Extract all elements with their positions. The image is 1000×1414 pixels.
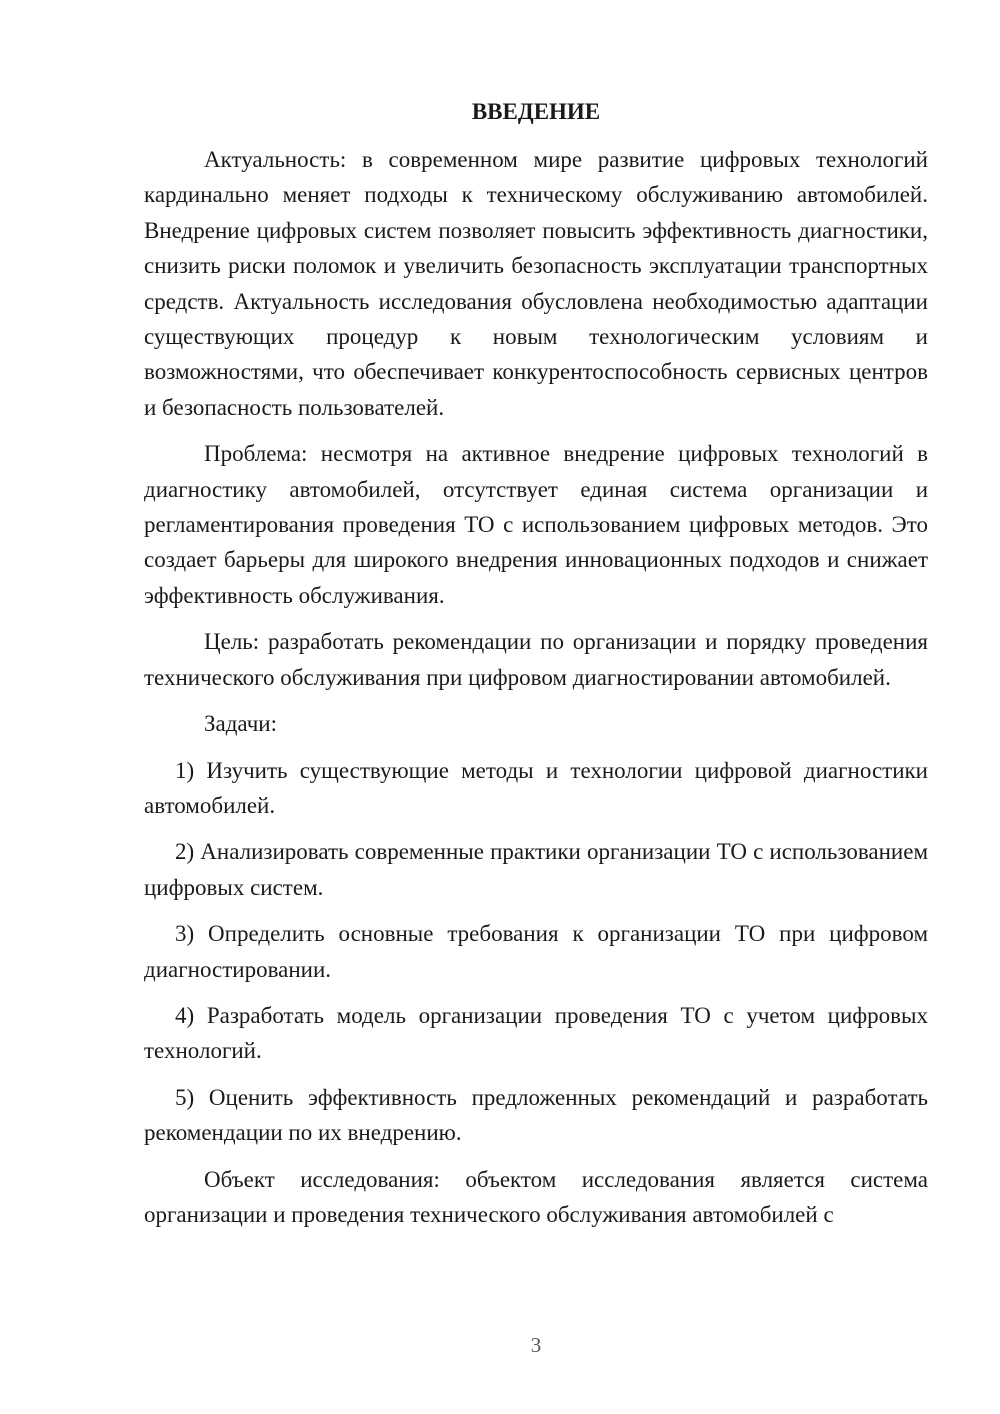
paragraph-object: Объект исследования: объектом исследования является система организации и проведения технического обслуживания автомобилей с xyxy=(144,1166,928,1227)
task-item-3: 3) Определить основные требования к организации ТО при цифровом диагностировании. xyxy=(144,921,928,982)
page-number: 3 xyxy=(530,1333,542,1357)
task-item-2: 2) Анализировать современные практики организации ТО с использованием цифровых систем. xyxy=(144,839,928,900)
paragraph-goal: Цель: разработать рекомендации по организации и порядку проведения технического обслуживания при цифровом диагностировании автомобилей. xyxy=(144,629,928,690)
paragraph-relevance: Актуальность: в современном мире развитие цифровых технологий кардинально меняет подходы к техническому обслуживанию автомобилей. Внедрение цифровых систем позволяет повысить эффективность диагностики, снизить риски поломок и увеличить безопасность эксплуатации транспортных средств. Актуальность исследования обусловлена необходимостью адаптации существующих процедур к новым технологическим условиям и возможностями, что обеспечивает конкурентоспособность сервисных центров и безопасность пользователей. xyxy=(144,147,928,420)
body-text xyxy=(144,142,928,1243)
section-heading: ВВЕДЕНИЕ xyxy=(471,99,601,124)
task-item-5: 5) Оценить эффективность предложенных рекомендаций и разработать рекомендации по их внедрению. xyxy=(144,1084,928,1146)
task-item-1: 1) Изучить существующие методы и технологии цифровой диагностики автомобилей. xyxy=(144,757,928,818)
tasks-label: Задачи: xyxy=(204,711,277,737)
task-item-4: 4) Разработать модель организации проведения ТО с учетом цифровых технологий. xyxy=(144,1002,928,1064)
paragraph-problem: Проблема: несмотря на активное внедрение цифровых технологий в диагностику автомобилей, отсутствует единая система организации и регламентирования проведения ТО с использованием цифровых методов. Это создает барьеры для широкого внедрения инновационных подходов и снижает эффективность обслуживания. xyxy=(144,441,928,608)
